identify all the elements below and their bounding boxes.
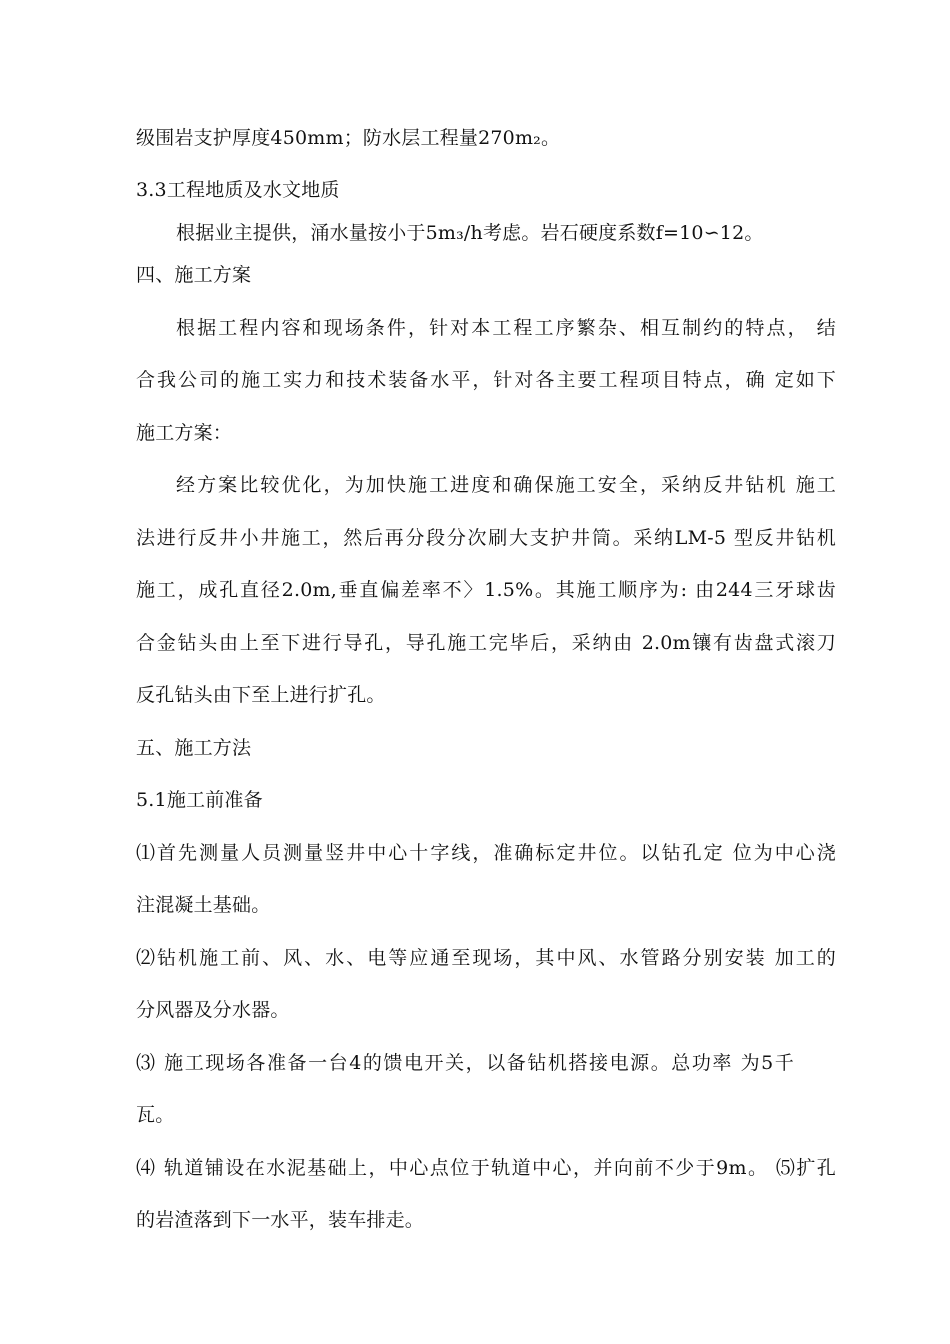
text-line-11: 合金钻头由上至下进行导孔，导孔施工完毕后，采纳由 2.0m镶有齿盘式滚刀 <box>136 632 836 654</box>
text-line-7: 施工方案： <box>136 422 233 444</box>
section-heading-3-3: 3.3工程地质及水文地质 <box>136 179 340 201</box>
text-line-15: ⑴首先测量人员测量竖井中心十字线，准确标定井位。以钻孔定 位为中心浇 <box>136 842 836 864</box>
text-line-9: 法进行反井小井施工，然后再分段分次刷大支护井筒。采纳LM-5 型反井钻机 <box>136 527 836 549</box>
text-line-18: 分风器及分水器。 <box>136 999 290 1021</box>
text-line-10: 施工，成孔直径2.0m,垂直偏差率不〉1.5%。其施工顺序为: 由244三牙球齿 <box>136 579 836 601</box>
text-line-19: ⑶ 施工现场各准备一台4的馈电开关，以备钻机搭接电源。总功率 为5千 <box>136 1052 794 1074</box>
text-line-8: 经方案比较优化，为加快施工进度和确保施工安全，采纳反井钻机 施工 <box>176 474 836 496</box>
text-line-12: 反孔钻头由下至上进行扩孔。 <box>136 684 386 706</box>
text-line-1: 级围岩支护厚度450mm；防水层工程量270m₂。 <box>136 127 561 149</box>
section-heading-5-1: 5.1施工前准备 <box>136 789 263 811</box>
text-line-22: 的岩渣落到下一水平，装车排走。 <box>136 1209 425 1231</box>
text-line-6: 合我公司的施工实力和技术装备水平，针对各主要工程项目特点，确 定如下 <box>136 369 836 391</box>
text-line-5: 根据工程内容和现场条件，针对本工程工序繁杂、相互制约的特点， 结 <box>176 317 836 339</box>
text-line-3: 根据业主提供，涌水量按小于5m₃/h考虑。岩石硬度系数f=10∽12。 <box>176 222 764 244</box>
text-line-20: 瓦。 <box>136 1104 175 1126</box>
section-heading-4: 四、施工方案 <box>136 264 252 286</box>
section-heading-5: 五、施工方法 <box>136 737 252 759</box>
text-line-17: ⑵钻机施工前、风、水、电等应通至现场，其中风、水管路分别安装 加工的 <box>136 947 836 969</box>
text-line-21: ⑷ 轨道铺设在水泥基础上，中心点位于轨道中心，并向前不少于9m。 ⑸扩孔 <box>136 1157 836 1179</box>
text-line-16: 注混凝土基础。 <box>136 894 271 916</box>
